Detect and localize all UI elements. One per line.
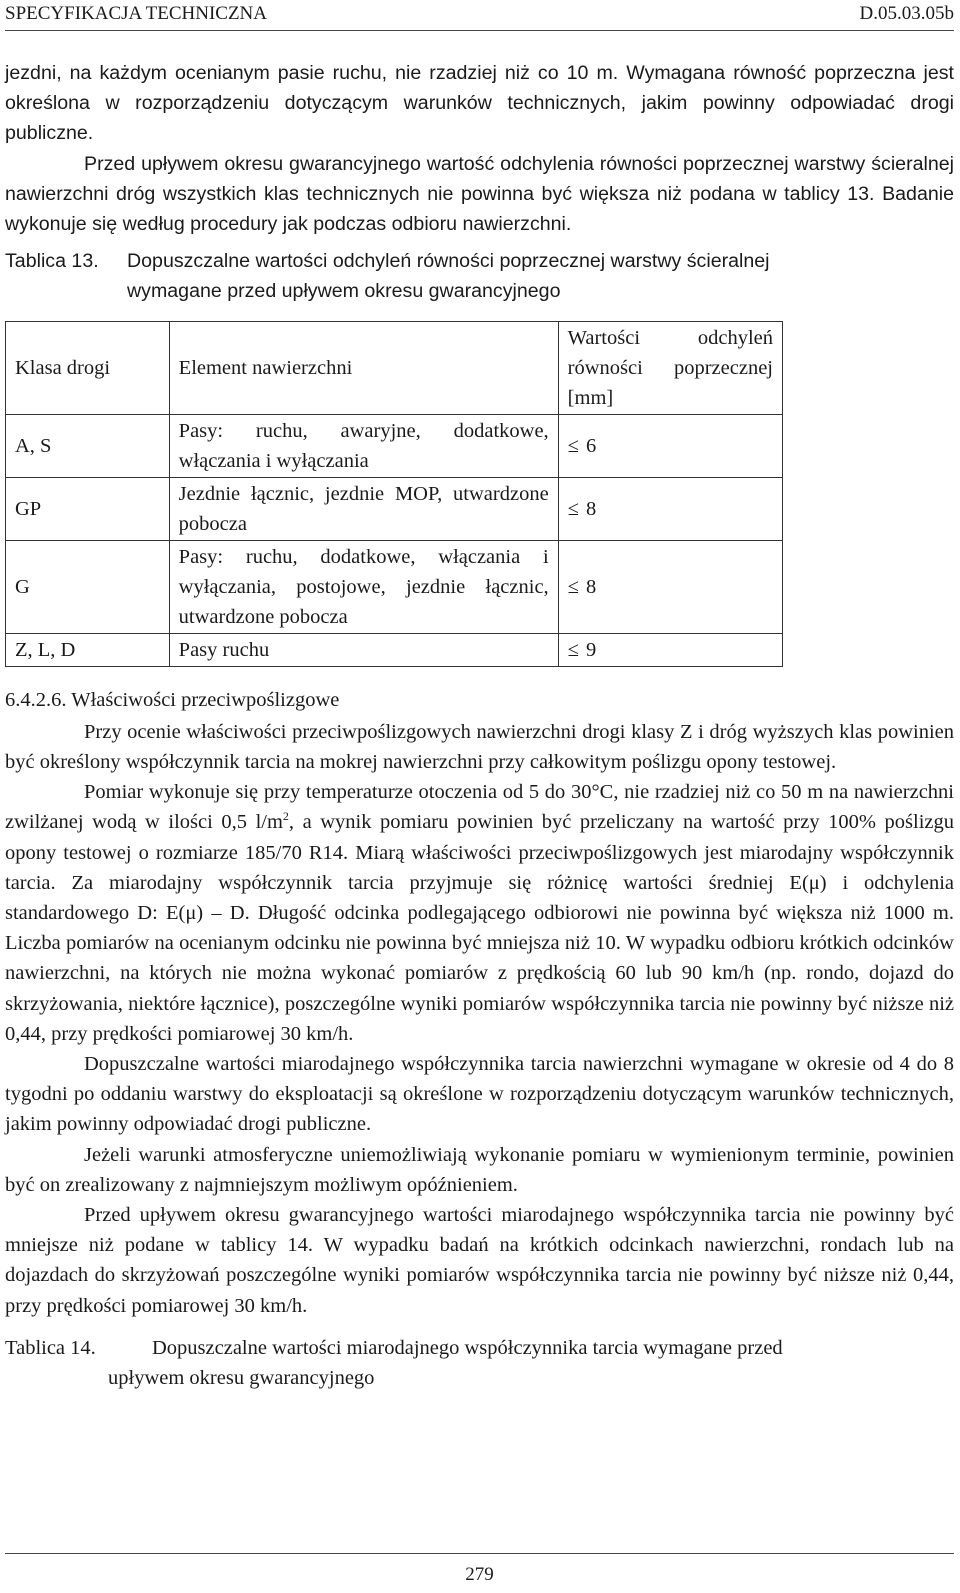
class-cell: Z, L, D [6, 633, 170, 666]
header-title: SPECYFIKACJA TECHNICZNA [5, 3, 267, 24]
table-14-caption-text: Dopuszczalne wartości miarodajnego współczynnika tarcia wymagane przed [152, 1336, 783, 1359]
value-cell: ≤ 8 [558, 477, 782, 540]
table-row [6, 540, 783, 633]
value-cell: ≤ 6 [558, 414, 782, 477]
class-cell: G [6, 540, 170, 633]
section-paragraph-4: Jeżeli warunki atmosferyczne uniemożliwiają wykonanie pomiaru w wymienionym terminie, powinien być on zrealizowany z najmniejszym możliwym opóźnieniem. [5, 1143, 954, 1196]
intro-paragraph-1: jezdni, na każdym ocenianym pasie ruchu, nie rzadziej niż co 10 m. Wymagana równość poprzeczna jest określona w rozporządzeniu dotyczącym warunków technicznych, jakim powinny odpowiadać drogi publiczne. [5, 62, 954, 145]
section-paragraph-3: Dopuszczalne wartości miarodajnego współczynnika tarcia nawierzchni wymagane w okresie od 4 do 8 tygodni po oddaniu warstwy do eksploatacji są określone w rozporządzeniu dotyczącym warunków technicznych, jakim powinny odpowiadać drogi publiczne. [5, 1053, 954, 1136]
section-paragraph-1: Przy ocenie właściwości przeciwpoślizgowych nawierzchni drogi klasy Z i dróg wyższych klas powinien być określony współczynnik tarcia na mokrej nawierzchni przy całkowitym poślizgu opony testowej. [5, 720, 954, 774]
table-13-caption-text: Dopuszczalne wartości odchyleń równości poprzecznej warstwy ścieralnej [127, 250, 770, 273]
value-cell: ≤ 9 [558, 633, 782, 666]
class-cell: GP [6, 477, 170, 540]
table-row [6, 633, 783, 666]
element-cell: Pasy: ruchu, awaryjne, dodatkowe, włączania i wyłączania [169, 414, 558, 477]
page-footer [5, 1553, 954, 1586]
table-14-caption-cont: upływem okresu gwarancyjnego [108, 1367, 375, 1390]
header-value: Wartości odchyleń równości poprzecznej [mm] [558, 321, 782, 414]
page-body [5, 58, 954, 1393]
table-14-caption [5, 1333, 954, 1393]
le-symbol: ≤ [567, 575, 579, 598]
table-13-caption [5, 246, 954, 306]
le-symbol: ≤ [567, 638, 579, 661]
header-class: Klasa drogi [6, 321, 170, 414]
page-header [5, 0, 954, 31]
intro-paragraph-2: Przed upływem okresu gwarancyjnego wartość odchylenia równości poprzecznej warstwy ścieralnej nawierzchni dróg wszystkich klas technicznych nie powinna być większa niż podana w tablicy 13. Badanie wykonuje się według procedury jak podczas odbioru nawierzchni. [5, 152, 954, 236]
element-cell: Pasy ruchu [169, 633, 558, 666]
header-element: Element nawierzchni [169, 321, 558, 414]
element-cell: Jezdnie łącznic, jezdnie MOP, utwardzone pobocza [169, 477, 558, 540]
le-symbol: ≤ [567, 497, 579, 520]
section-paragraph-5: Przed upływem okresu gwarancyjnego wartości miarodajnego współczynnika tarcia nie powinny być mniejsze niż podane w tablicy 14. W wypadku badań na krótkich odcinkach nawierzchni, rondach lub na dojazdach do skrzyżowań poszczególne wyniki pomiarów współczynnika tarcia nie powinny być niższe niż 0,44, przy prędkości pomiarowej 30 km/h. [5, 1204, 954, 1317]
header-code: D.05.03.05b [859, 3, 954, 24]
le-symbol: ≤ [567, 434, 579, 457]
page-number: 279 [465, 1564, 494, 1585]
table-13-caption-cont: wymagane przed upływem okresu gwarancyjnego [127, 280, 561, 303]
table-row [6, 414, 783, 477]
table-14-label: Tablica 14. [5, 1336, 96, 1359]
element-cell: Pasy: ruchu, dodatkowe, włączania i wyłączania, postojowe, jezdnie łącznic, utwardzone pobocza [169, 540, 558, 633]
table-header-row [6, 321, 783, 414]
table-13 [5, 321, 783, 667]
class-cell: A, S [6, 414, 170, 477]
table-row [6, 477, 783, 540]
section-paragraph-2: Pomiar wykonuje się przy temperaturze otoczenia od 5 do 30°C, nie rzadziej niż co 50 m na nawierzchni zwilżanej wodą w ilości 0,5 $l/m^2$, a wynik pomiaru powinien być przeliczany na wartość przy 100% poślizgu opony testowej o rozmiarze 185/70 R14. Miarą właściwości przeciwpoślizgowych jest miarodajny współczynnik tarcia. Za miarodajny współczynnik tarcia przyjmuje się różnicę wartości średniej E(μ) i odchylenia standardowego D: E(μ) – D. Długość odcinka podlegającego odbiorowi nie powinna być większa niż 1000 m. Liczba pomiarów na ocenianym odcinku nie powinna być mniejsza niż 10. W wypadku odbioru krótkich odcinków nawierzchni, na których nie można wykonać pomiarów z prędkością 60 lub 90 km/h (np. rondo, dojazd do skrzyżowania, niektóre łącznice), poszczególne wyniki pomiarów współczynnika tarcia nie powinny być niższe niż 0,44, przy prędkości pomiarowej 30 km/h. [5, 781, 954, 1045]
section-title: 6.4.2.6. Właściwości przeciwpoślizgowe [5, 688, 340, 711]
value-cell: ≤ 8 [558, 540, 782, 633]
table-13-label: Tablica 13. [5, 250, 99, 273]
